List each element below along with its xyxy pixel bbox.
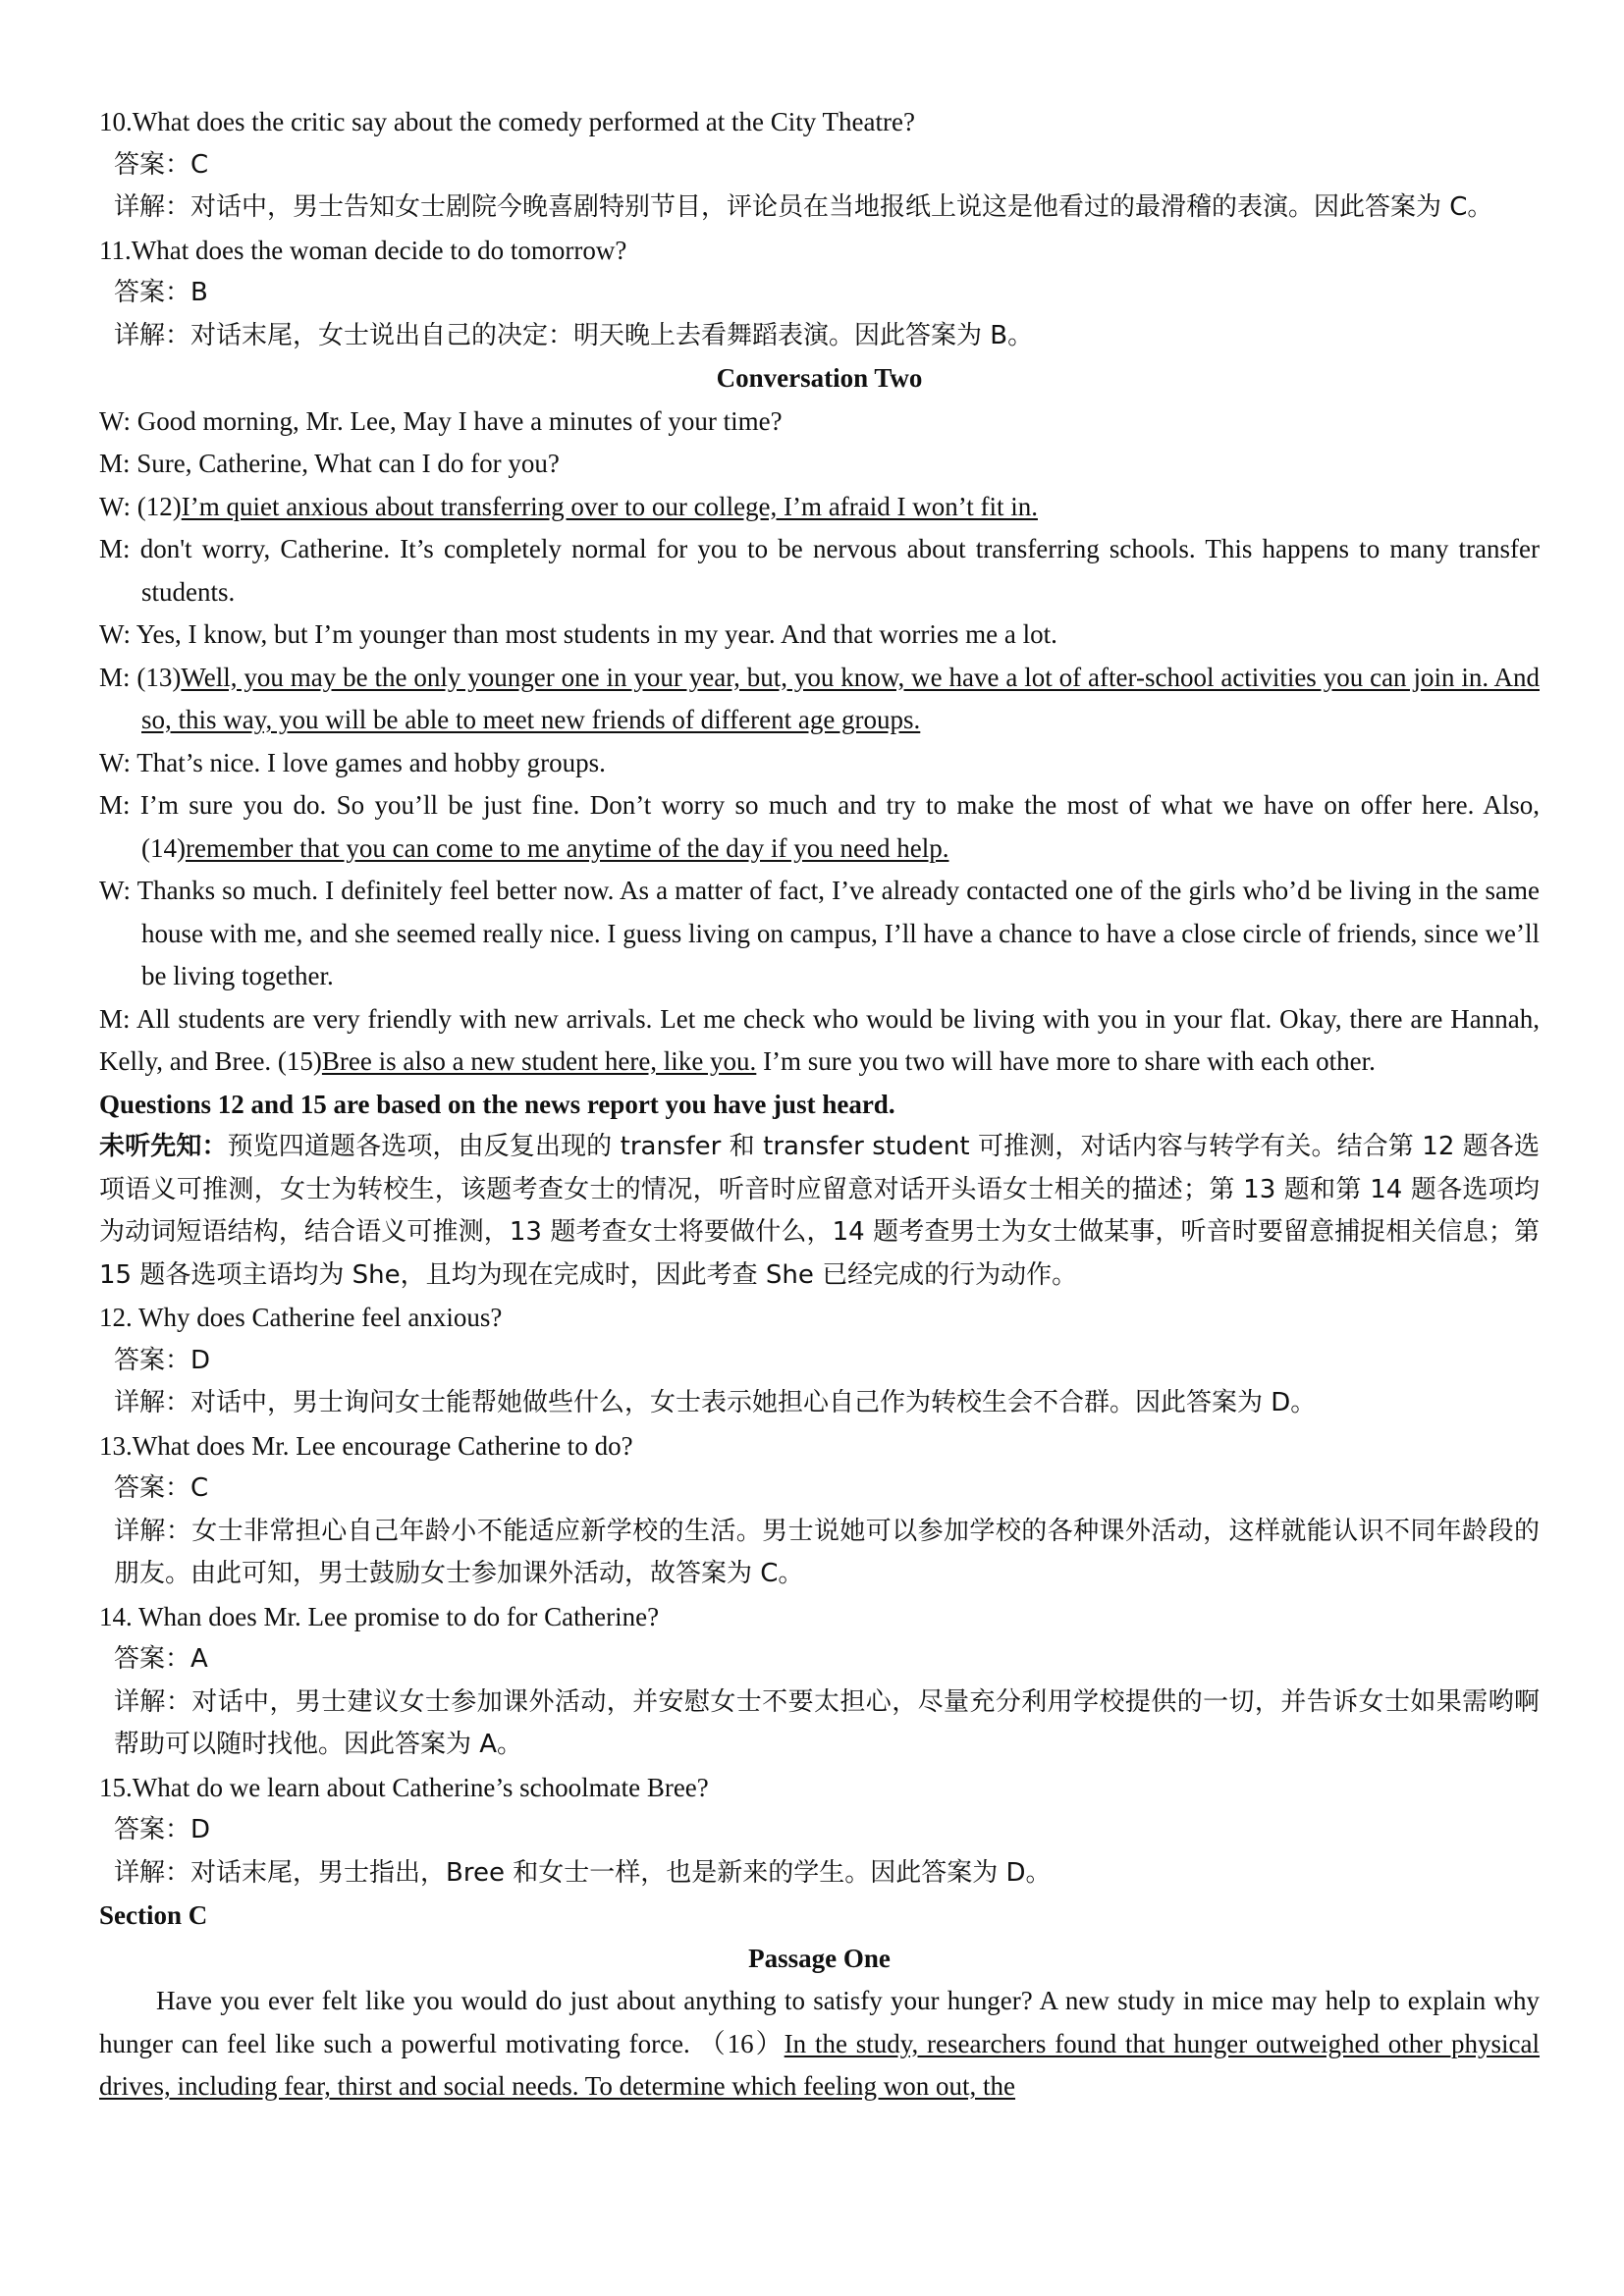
answer-10: 答案：C <box>114 149 209 180</box>
dialogue-line: W: Thanks so much. I definitely feel better now. As a matter of fact, I’ve already contacted one of the girls who’d be living in the same house with me, and she seemed really nice. I guess living on campus, I’ll have a chance to have a close circle of friends, since we’ll be living together. <box>99 876 1540 990</box>
explanation-11: 详解：对话末尾，女士说出自己的决定：明天晚上去看舞蹈表演。因此答案为 B。 <box>114 320 1034 350</box>
answer-15: 答案：D <box>114 1815 211 1844</box>
answer-13: 答案：C <box>114 1473 209 1503</box>
preview-paragraph: 未听先知：预览四道题各选项，由反复出现的 transfer 和 transfer student 可推测，对话内容与转学有关。结合第 12 题各选项语义可推测，女士为转校生，该题考查女士的情况，听音时应留意对话开头语女士相关的描述；第 13 题和第 14 题各选项均为动词短语结构，结合语义可推测，13 题考查女士将要做什么，14 题考查男士为女士做某事，听音时要留意捕捉相关信息；第 15 题各选项主语均为 She，且均为现在完成时，因此考查 She 已经完成的行为动作。 <box>99 1132 1540 1290</box>
question-13: 13.What does Mr. Lee encourage Catherine to do? <box>99 1430 633 1461</box>
question-10: 10.What does the critic say about the comedy performed at the City Theatre? <box>99 107 915 136</box>
dialogue-line-last: M: All students are very friendly with new arrivals. Let me check who would be living with you in your flat. Okay, there are Hannah, Kelly, and Bree. (15)Bree is also a new student here, like you. I’m sure you two will have more to share with each other. <box>99 1003 1540 1076</box>
passage-one-title: Passage One <box>748 1943 891 1973</box>
dialogue-line: M: don't worry, Catherine. It’s completely normal for you to be nervous about transferring schools. This happens to many transfer students. <box>99 534 1540 607</box>
question-14: 14. Whan does Mr. Lee promise to do for Catherine? <box>99 1601 660 1631</box>
question-15: 15.What do we learn about Catherine’s schoolmate Bree? <box>99 1772 709 1802</box>
explanation-13: 详解：女士非常担心自己年龄小不能适应新学校的生活。男士说她可以参加学校的各种课外活动，这样就能认识不同年龄段的朋友。由此可知，男士鼓励女士参加课外活动，故答案为 C。 <box>114 1516 1540 1588</box>
document-page <box>99 101 1540 2109</box>
dialogue-line: M: (13)Well, you may be the only younger one in your year, but, you know, we have a lot of after-school activities you can join in. And so, this way, you will be able to meet new friends of different age groups. <box>99 662 1540 734</box>
questions-heading: Questions 12 and 15 are based on the news report you have just heard. <box>99 1089 895 1119</box>
explanation-12: 详解：对话中，男士询问女士能帮她做些什么，女士表示她担心自己作为转校生会不合群。因此答案为 D。 <box>114 1388 1317 1417</box>
dialogue-line: W: Good morning, Mr. Lee, May I have a minutes of your time? <box>99 405 783 436</box>
question-12: 12. Why does Catherine feel anxious? <box>99 1303 503 1332</box>
explanation-10: 详解：对话中，男士告知女士剧院今晚喜剧特别节目，评论员在当地报纸上说这是他看过的最滑稽的表演。因此答案为 C。 <box>114 192 1493 222</box>
section-c-heading: Section C <box>99 1900 208 1930</box>
conversation-two-title: Conversation Two <box>716 363 923 393</box>
dialogue-line: W: That’s nice. I love games and hobby groups. <box>99 747 606 777</box>
dialogue-line: M: Sure, Catherine, What can I do for you? <box>99 449 560 478</box>
passage-one-paragraph: Have you ever felt like you would do just about anything to satisfy your hunger? A new study in mice may help to explain why hunger can feel like such a powerful motivating force. （16）In the study, researchers found that hunger outweighed other physical drives, including fear, thirst and social needs. To determine which feeling won out, the <box>99 1986 1540 2101</box>
answer-12: 答案：D <box>114 1345 211 1375</box>
dialogue-line: M: I’m sure you do. So you’ll be just fine. Don’t worry so much and try to make the most of what we have on offer here. Also, (14)remember that you can come to me anytime of the day if you need help. <box>99 790 1540 863</box>
explanation-14: 详解：对话中，男士建议女士参加课外活动，并安慰女士不要太担心，尽量充分利用学校提供的一切，并告诉女士如果需哟啊帮助可以随时找他。因此答案为 A。 <box>114 1686 1540 1759</box>
explanation-15: 详解：对话末尾，男士指出，Bree 和女士一样，也是新来的学生。因此答案为 D。 <box>114 1857 1052 1888</box>
question-11: 11.What does the woman decide to do tomorrow? <box>99 235 627 265</box>
dialogue-line: W: (12)I’m quiet anxious about transferring over to our college, I’m afraid I won’t fit in. <box>99 491 1038 521</box>
conversation-two-dialogue <box>99 400 1540 1084</box>
preview-label: 未听先知： <box>99 1132 228 1161</box>
answer-11: 答案：B <box>114 278 208 307</box>
dialogue-line: W: Yes, I know, but I’m younger than most students in my year. And that worries me a lot. <box>99 619 1057 649</box>
answer-14: 答案：A <box>114 1644 208 1674</box>
